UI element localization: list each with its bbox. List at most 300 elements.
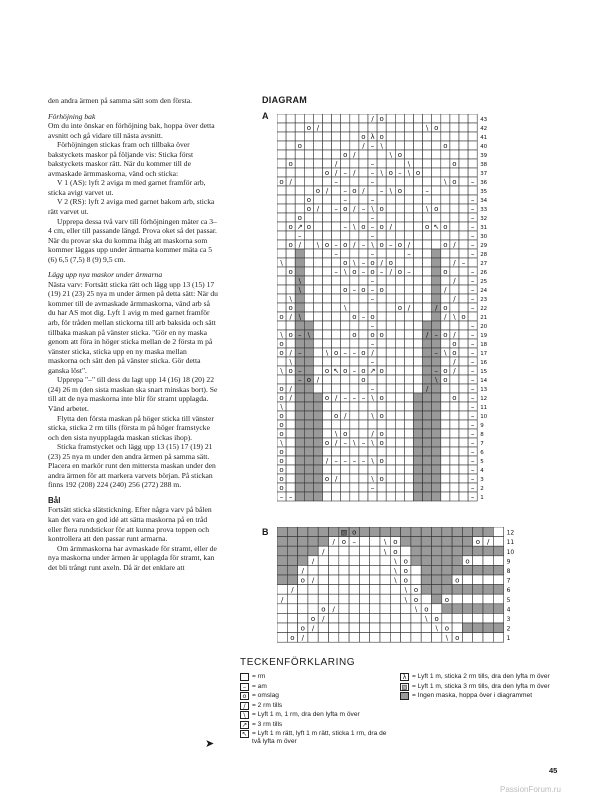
- chart-cell: [395, 159, 404, 168]
- chart-cell: [359, 213, 368, 222]
- chart-cell: [414, 294, 423, 303]
- chart-cell: [370, 575, 380, 585]
- chart-cell: [368, 465, 377, 474]
- chart-cell: [423, 240, 432, 249]
- chart-cell: [423, 303, 432, 312]
- chart-symbol: /: [425, 385, 429, 393]
- chart-cell: [395, 348, 404, 357]
- chart-cell: [395, 339, 404, 348]
- chart-cell: [350, 375, 359, 384]
- chart-cell: [308, 565, 318, 575]
- chart-cell: [450, 321, 459, 330]
- chart-symbol: –: [470, 394, 475, 402]
- chart-cell: [377, 492, 386, 501]
- chart-symbol: /: [389, 268, 392, 276]
- chart-symbol: /: [334, 394, 338, 402]
- chart-symbol: \: [414, 605, 418, 614]
- chart-cell: [329, 546, 339, 556]
- chart-symbol: o: [443, 268, 448, 276]
- chart-b-grid: [277, 527, 523, 646]
- chart-cell: [459, 438, 468, 447]
- chart-cell: [459, 168, 468, 177]
- chart-cell: [483, 594, 493, 604]
- chart-symbol: o: [279, 466, 284, 474]
- chart-cell: [350, 384, 359, 393]
- chart-cell: [395, 456, 404, 465]
- chart-cell: [318, 633, 328, 643]
- chart-cell: [423, 483, 432, 492]
- chart-cell: [386, 492, 395, 501]
- chart-cell: [395, 330, 404, 339]
- chart-cell: [304, 258, 313, 267]
- chart-cell: [341, 357, 350, 366]
- chart-cell: [339, 633, 349, 643]
- chart-cell: [304, 132, 313, 141]
- chart-symbol: –: [334, 250, 338, 258]
- legend-text: = Lyft 1 m, sticka 2 rm tills, dra den lyfta m över: [412, 673, 550, 680]
- chart-cell: [423, 456, 432, 465]
- chart-cell: [339, 556, 349, 566]
- chart-cell: [432, 420, 441, 429]
- chart-cell: [313, 420, 322, 429]
- chart-cell: [459, 231, 468, 240]
- chart-cell: [304, 483, 313, 492]
- chart-cell: [421, 594, 431, 604]
- chart-cell: [432, 168, 441, 177]
- chart-cell: [483, 556, 493, 566]
- chart-cell: [462, 623, 472, 633]
- row-number: 17: [480, 351, 488, 357]
- chart-symbol: o: [334, 412, 339, 420]
- chart-cell: [395, 429, 404, 438]
- chart-cell: [421, 575, 431, 585]
- chart-cell: [432, 546, 442, 556]
- chart-symbol: \: [407, 169, 411, 177]
- chart-symbol: –: [343, 196, 347, 204]
- chart-cell: [432, 186, 441, 195]
- chart-cell: [286, 231, 295, 240]
- chart-cell: [432, 402, 441, 411]
- chart-symbol: \: [407, 160, 411, 168]
- chart-cell: [450, 150, 459, 159]
- chart-symbol: –: [470, 232, 475, 240]
- chart-cell: [304, 186, 313, 195]
- chart-cell: [421, 565, 431, 575]
- chart-cell: [459, 366, 468, 375]
- row-number: 8: [506, 568, 511, 575]
- chart-cell: [441, 123, 450, 132]
- chart-symbol: \: [280, 403, 283, 411]
- chart-symbol: o: [361, 376, 366, 384]
- chart-cell: [368, 375, 377, 384]
- chart-cell: [286, 429, 295, 438]
- chart-cell: [395, 447, 404, 456]
- chart-cell: [414, 348, 423, 357]
- chart-cell: [386, 456, 395, 465]
- chart-cell: [277, 575, 287, 585]
- chart-cell: [423, 465, 432, 474]
- chart-cell: [349, 613, 359, 623]
- chart-cell: [339, 594, 349, 604]
- chart-symbol: –: [298, 349, 302, 357]
- chart-cell: [323, 258, 332, 267]
- chart-symbol: /: [334, 439, 338, 447]
- chart-symbol: o: [279, 349, 284, 357]
- chart-cell: [411, 633, 421, 643]
- chart-cell: [395, 114, 404, 123]
- chart-cell: [395, 492, 404, 501]
- chart-cell: [359, 613, 369, 623]
- row-number: 1: [506, 635, 511, 643]
- legend-symbol: o: [240, 692, 249, 700]
- chart-cell: [459, 195, 468, 204]
- legend-text: = 3 rm tills: [252, 720, 283, 728]
- chart-symbol: o: [455, 634, 460, 643]
- row-number: 25: [480, 279, 488, 285]
- legend-text: = am: [252, 682, 267, 690]
- chart-cell: [441, 150, 450, 159]
- chart-cell: [423, 492, 432, 501]
- chart-cell: [313, 213, 322, 222]
- chart-cell: [395, 438, 404, 447]
- row-number: 42: [480, 126, 488, 132]
- text-paragraph: Bål: [48, 495, 61, 505]
- chart-symbol: /: [453, 358, 456, 366]
- chart-cell: [304, 465, 313, 474]
- chart-symbol: \: [383, 538, 387, 547]
- chart-cell: [386, 159, 395, 168]
- chart-cell: [350, 114, 359, 123]
- chart-cell: [450, 213, 459, 222]
- chart-cell: [329, 585, 339, 595]
- chart-cell: [339, 604, 349, 614]
- chart-cell: [459, 132, 468, 141]
- chart-cell: [423, 339, 432, 348]
- chart-cell: [329, 613, 339, 623]
- chart-symbol: /: [444, 313, 447, 321]
- chart-symbol: –: [352, 538, 356, 547]
- chart-symbol: \: [298, 286, 301, 294]
- chart-cell: [441, 447, 450, 456]
- chart-cell: [370, 556, 380, 566]
- chart-cell: [295, 204, 304, 213]
- chart-cell: [329, 575, 339, 585]
- row-number: 32: [480, 216, 488, 222]
- chart-cell: [386, 213, 395, 222]
- chart-cell: [483, 575, 493, 585]
- chart-cell: [404, 420, 413, 429]
- chart-cell: [286, 258, 295, 267]
- chart-cell: [404, 393, 413, 402]
- chart-cell: [377, 357, 386, 366]
- chart-cell: [395, 231, 404, 240]
- text-paragraph: V 1 (AS): lyft 2 aviga m med garnet framför arb, sticka avigt varvet ut.: [48, 178, 206, 197]
- chart-symbol: /: [380, 259, 383, 267]
- chart-symbol: o: [288, 367, 293, 375]
- chart-cell: [432, 456, 441, 465]
- chart-cell: [286, 447, 295, 456]
- text-paragraph: Upprepa "–" till dess du lagt upp 14 (16) 18 (20) 22 (24) 26 m (den sista maskan ska snart minskas bort). Se till att de nya maskorna inte blir för stramt upplagda. Vänd arbetet.: [48, 375, 218, 413]
- chart-cell: [462, 546, 472, 556]
- row-number: 30: [480, 234, 488, 240]
- chart-cell: [323, 213, 332, 222]
- chart-symbol: \: [394, 567, 397, 575]
- chart-cell: [349, 623, 359, 633]
- chart-symbol: o: [297, 214, 302, 222]
- chart-cell: [450, 483, 459, 492]
- row-number: 7: [480, 441, 484, 447]
- chart-cell: [468, 168, 477, 177]
- chart-symbol: /: [453, 295, 456, 303]
- chart-cell: [386, 384, 395, 393]
- chart-cell: [395, 276, 404, 285]
- legend-text: = rm: [252, 673, 266, 680]
- chart-cell: [323, 150, 332, 159]
- chart-cell: [483, 546, 493, 556]
- chart-cell: [386, 276, 395, 285]
- chart-cell: [313, 231, 322, 240]
- chart-cell: [404, 150, 413, 159]
- chart-cell: [295, 195, 304, 204]
- chart-cell: [473, 604, 483, 614]
- chart-cell: [350, 357, 359, 366]
- row-number: 23: [480, 297, 488, 303]
- chart-symbol: o: [452, 340, 457, 348]
- chart-symbol: /: [353, 241, 356, 249]
- chart-symbol: /: [325, 457, 329, 465]
- chart-cell: [277, 231, 286, 240]
- chart-cell: [286, 150, 295, 159]
- chart-cell: [414, 339, 423, 348]
- chart-cell: [493, 623, 503, 633]
- chart-symbol: \: [316, 241, 320, 249]
- chart-cell: [411, 565, 421, 575]
- chart-cell: [386, 420, 395, 429]
- chart-cell: [318, 537, 328, 547]
- chart-cell: [473, 575, 483, 585]
- chart-symbol: –: [470, 286, 475, 294]
- chart-symbol: –: [470, 178, 475, 186]
- chart-cell: [414, 438, 423, 447]
- legend-symbol: [400, 692, 409, 700]
- chart-cell: [370, 613, 380, 623]
- chart-symbol: o: [279, 448, 284, 456]
- chart-cell: [414, 141, 423, 150]
- chart-cell: [350, 159, 359, 168]
- chart-symbol: \: [435, 376, 438, 384]
- chart-cell: [304, 114, 313, 123]
- chart-cell: [339, 575, 349, 585]
- chart-cell: [450, 411, 459, 420]
- chart-cell: [304, 159, 313, 168]
- chart-symbol: –: [370, 214, 375, 222]
- chart-cell: [401, 537, 411, 547]
- chart-cell: [483, 604, 493, 614]
- chart-cell: [441, 483, 450, 492]
- chart-cell: [468, 258, 477, 267]
- chart-cell: [332, 285, 341, 294]
- chart-cell: [441, 393, 450, 402]
- chart-cell: [395, 222, 404, 231]
- chart-cell: [432, 537, 442, 547]
- chart-symbol: o: [415, 169, 421, 177]
- chart-cell: [414, 393, 423, 402]
- chart-cell: [441, 402, 450, 411]
- chart-cell: [313, 474, 322, 483]
- chart-cell: [304, 213, 313, 222]
- chart-cell: [350, 411, 359, 420]
- chart-cell: [404, 402, 413, 411]
- chart-cell: [423, 393, 432, 402]
- chart-symbol: –: [470, 484, 475, 492]
- chart-symbol: \: [383, 547, 387, 556]
- chart-cell: [441, 420, 450, 429]
- chart-cell: [323, 420, 332, 429]
- chart-symbol: \: [353, 223, 356, 231]
- chart-cell: [287, 594, 297, 604]
- chart-cell: [395, 195, 404, 204]
- chart-cell: [432, 276, 441, 285]
- chart-cell: [277, 604, 287, 614]
- chart-cell: [442, 556, 452, 566]
- chart-cell: [442, 565, 452, 575]
- chart-symbol: \: [371, 412, 374, 420]
- chart-cell: [332, 447, 341, 456]
- chart-symbol: –: [298, 331, 302, 339]
- chart-cell: [287, 565, 297, 575]
- chart-cell: [332, 150, 341, 159]
- chart-cell: [350, 276, 359, 285]
- chart-cell: [350, 402, 359, 411]
- chart-cell: [298, 585, 308, 595]
- chart-symbol: /: [322, 547, 325, 556]
- chart-cell: [441, 357, 450, 366]
- chart-symbol: –: [343, 457, 347, 465]
- chart-cell: [414, 483, 423, 492]
- chart-symbol: –: [361, 457, 366, 465]
- chart-symbol: o: [425, 223, 430, 231]
- chart-symbol: /: [311, 576, 315, 585]
- chart-symbol: o: [452, 160, 457, 168]
- chart-cell: [483, 633, 493, 643]
- chart-cell: [350, 474, 359, 483]
- chart-cell: [359, 249, 368, 258]
- chart-symbol: –: [407, 268, 411, 276]
- chart-cell: [304, 402, 313, 411]
- text-paragraph: Lägg upp nya maskor under ärmarna: [48, 270, 163, 280]
- chart-cell: [286, 195, 295, 204]
- chart-symbol: –: [343, 187, 347, 195]
- chart-symbol: –: [407, 250, 411, 258]
- chart-cell: [386, 402, 395, 411]
- chart-symbol: o: [452, 349, 457, 357]
- chart-symbol: o: [444, 624, 450, 633]
- chart-cell: [359, 159, 368, 168]
- chart-cell: [332, 375, 341, 384]
- chart-cell: [277, 321, 286, 330]
- chart-cell: [313, 195, 322, 204]
- chart-cell: [318, 575, 328, 585]
- chart-cell: [404, 492, 413, 501]
- chart-symbol: o: [279, 475, 284, 483]
- chart-cell: [359, 420, 368, 429]
- chart-cell: [304, 276, 313, 285]
- chart-cell: [295, 474, 304, 483]
- chart-cell: [349, 585, 359, 595]
- legend-symbol: –: [240, 683, 249, 691]
- chart-cell: [341, 276, 350, 285]
- chart-cell: [332, 384, 341, 393]
- chart-cell: [380, 633, 390, 643]
- chart-symbol: /: [371, 115, 374, 123]
- text-paragraph: Förhöjningen stickas fram och tillbaka över bakstyckets maskor på följande vis: Sticka först bakstyckets maskor rätt. När du kommer till de avmaskade ärmmaskorna, vänd och sticka:: [48, 140, 194, 178]
- chart-symbol: /: [486, 538, 490, 547]
- chart-a-label: A: [262, 111, 269, 121]
- chart-cell: [483, 613, 493, 623]
- chart-cell: [286, 465, 295, 474]
- chart-cell: [432, 231, 441, 240]
- chart-cell: [329, 633, 339, 643]
- row-number: 27: [480, 261, 488, 267]
- chart-cell: [414, 150, 423, 159]
- chart-cell: [341, 330, 350, 339]
- chart-cell: [441, 249, 450, 258]
- chart-cell: [423, 195, 432, 204]
- chart-symbol: o: [393, 538, 398, 547]
- chart-symbol: o: [379, 457, 384, 465]
- row-number: 5: [480, 459, 484, 465]
- chart-symbol: o: [461, 313, 466, 321]
- chart-cell: [277, 168, 286, 177]
- chart-cell: [452, 594, 462, 604]
- chart-symbol: –: [470, 304, 475, 312]
- chart-cell: [298, 556, 308, 566]
- chart-cell: [414, 186, 423, 195]
- chart-symbol: o: [379, 439, 384, 447]
- chart-symbol: /: [362, 187, 365, 195]
- chart-cell: [386, 195, 395, 204]
- chart-cell: [386, 249, 395, 258]
- chart-cell: [339, 623, 349, 633]
- legend-symbol: ↗: [241, 720, 248, 729]
- chart-cell: [370, 585, 380, 595]
- chart-cell: [350, 429, 359, 438]
- chart-cell: [459, 465, 468, 474]
- chart-cell: [386, 312, 395, 321]
- row-number: 22: [480, 306, 488, 312]
- chart-cell: [386, 285, 395, 294]
- chart-symbol: o: [397, 268, 402, 276]
- chart-cell: [386, 231, 395, 240]
- row-number: 40: [480, 144, 488, 150]
- chart-cell: [386, 294, 395, 303]
- chart-cell: [313, 321, 322, 330]
- chart-symbol: –: [361, 241, 366, 249]
- chart-cell: [414, 159, 423, 168]
- chart-cell: [304, 267, 313, 276]
- chart-cell: [341, 159, 350, 168]
- chart-symbol: o: [370, 268, 375, 276]
- chart-symbol: /: [344, 412, 347, 420]
- chart-symbol: –: [370, 286, 375, 294]
- chart-cell: [493, 527, 503, 537]
- chart-cell: [386, 357, 395, 366]
- chart-symbol: o: [393, 547, 398, 556]
- chart-cell: [386, 393, 395, 402]
- chart-symbol: o: [306, 223, 311, 231]
- chart-cell: [313, 150, 322, 159]
- chart-symbol: o: [443, 331, 448, 339]
